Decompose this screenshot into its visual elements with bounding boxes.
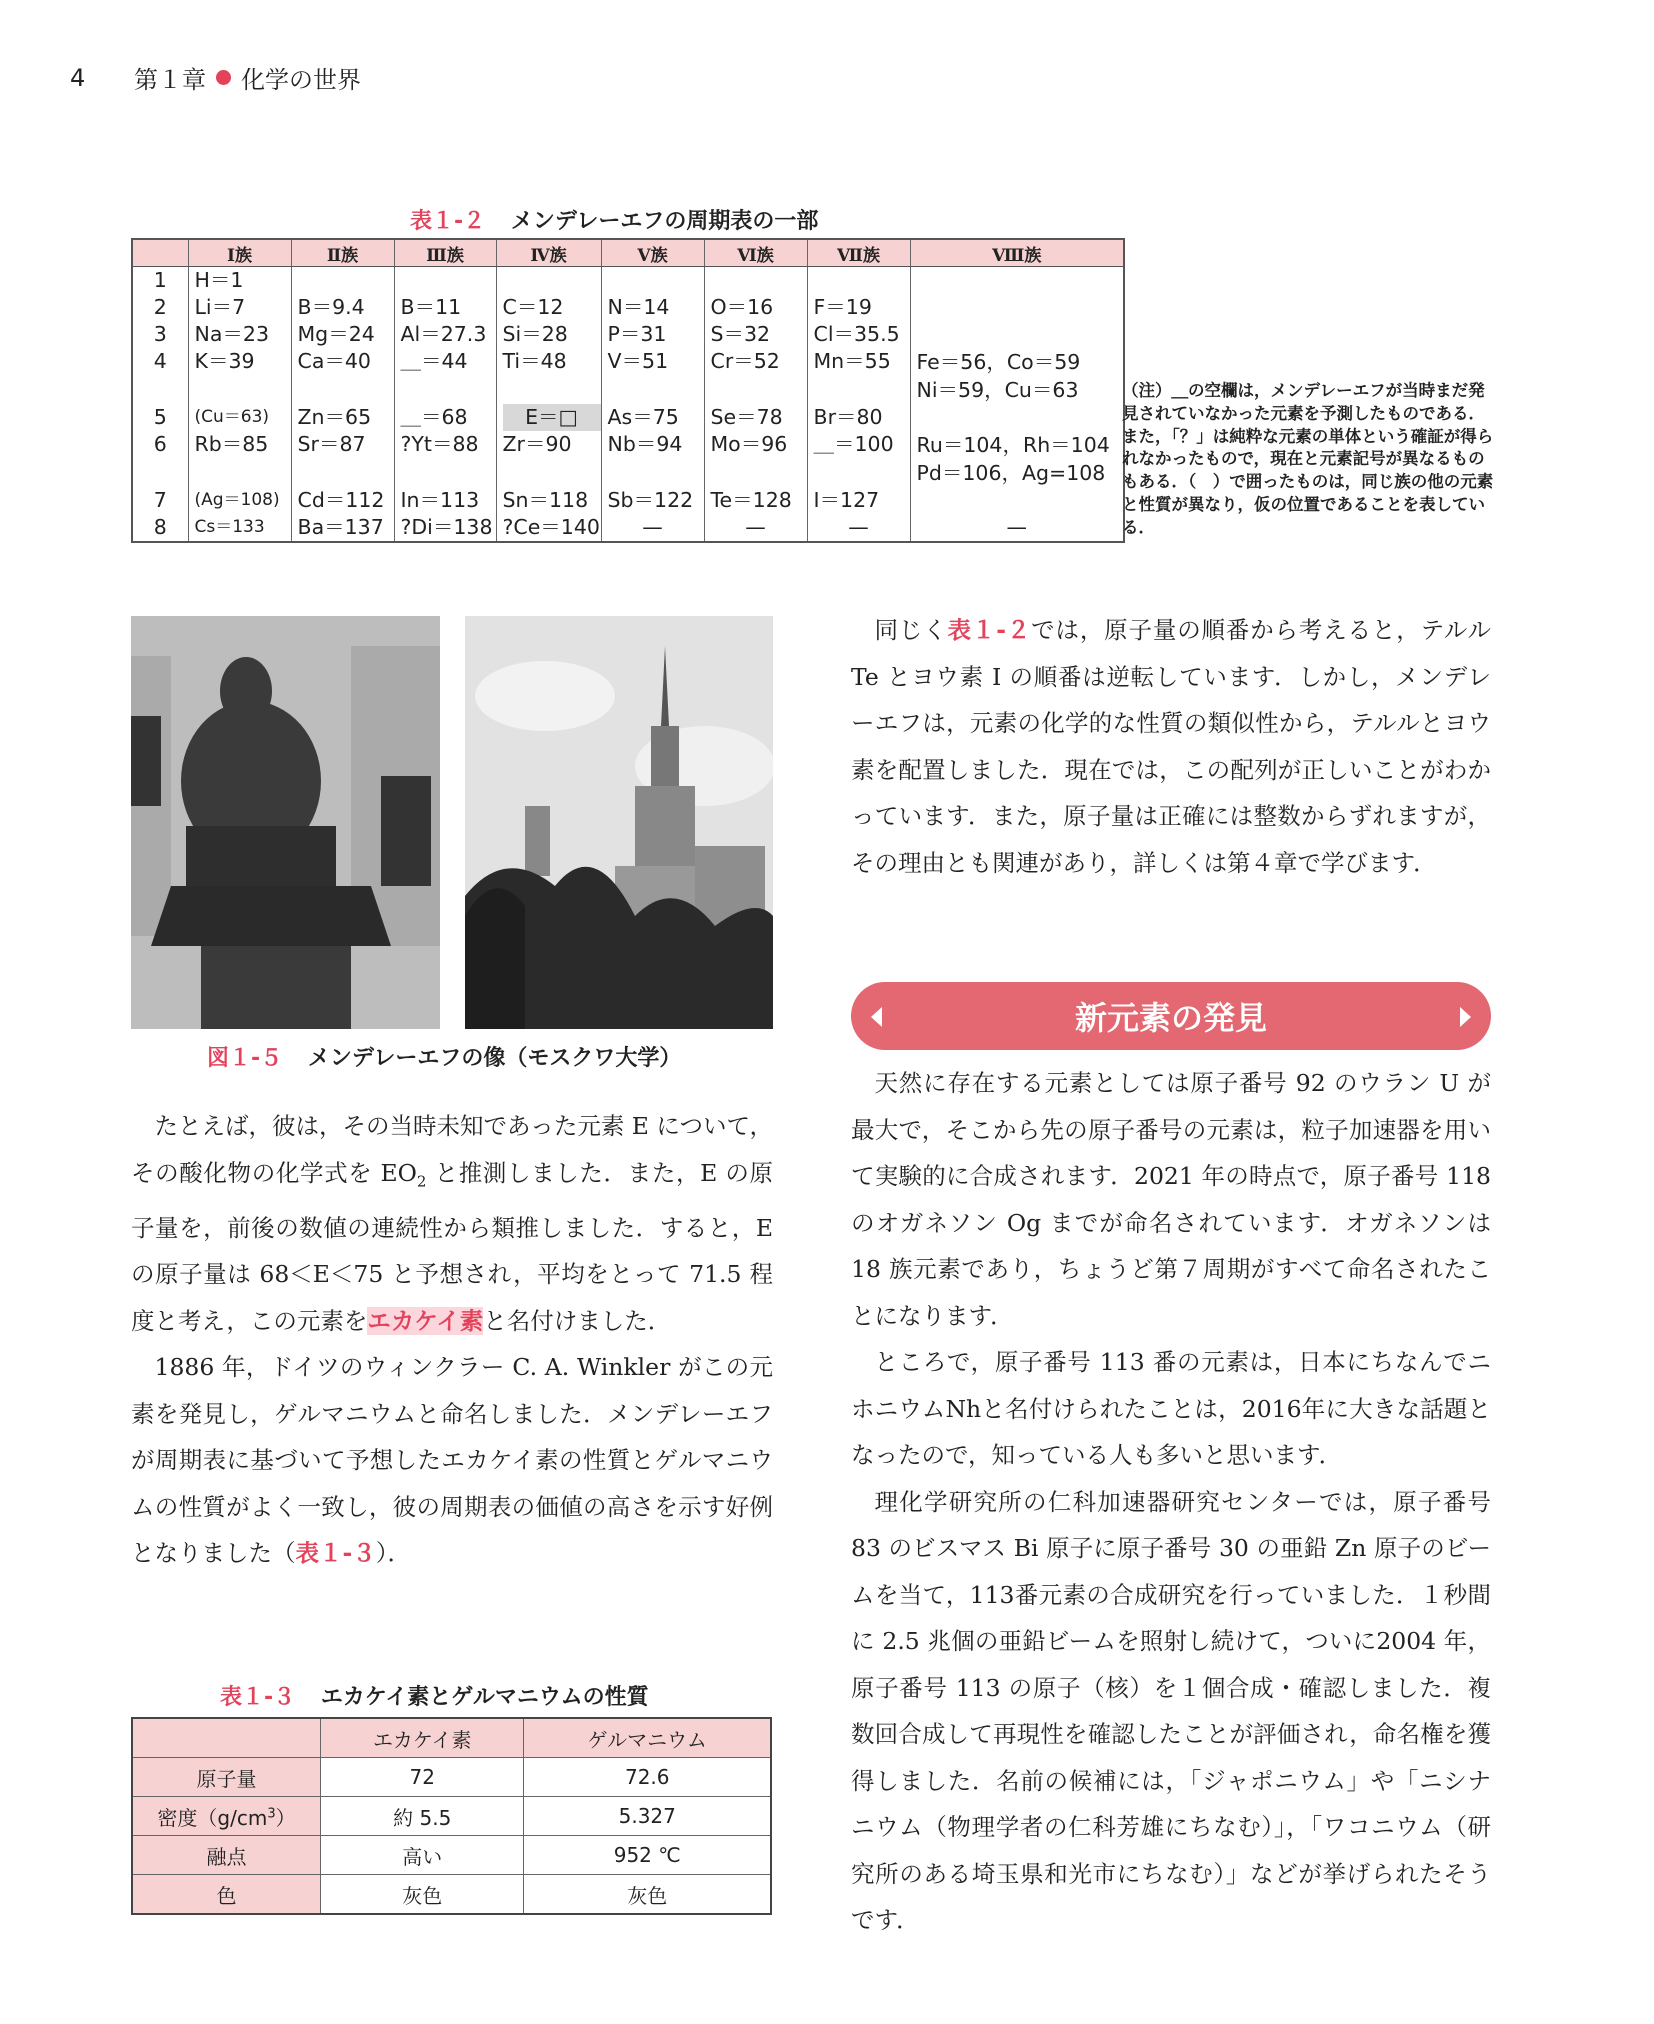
table-row bbox=[132, 404, 1124, 431]
table-row bbox=[132, 348, 1124, 404]
element-cell: Al＝27.3 bbox=[394, 321, 496, 348]
period-number: 8 bbox=[132, 514, 188, 542]
period-number: 2 bbox=[132, 294, 188, 321]
element-cell bbox=[910, 267, 1124, 295]
table13-ref: 表１-３ bbox=[295, 1539, 376, 1568]
period-number: 6 bbox=[132, 431, 188, 487]
bullet-dot-icon bbox=[216, 70, 231, 85]
group-header: Ⅵ族 bbox=[704, 239, 807, 267]
element-cell: ?Ce＝140 bbox=[496, 514, 601, 542]
element-cell: C＝12 bbox=[496, 294, 601, 321]
element-cell: Cd＝112 bbox=[291, 487, 394, 514]
column-header: エカケイ素 bbox=[321, 1718, 524, 1758]
table-row bbox=[132, 487, 1124, 514]
element-cell: Zr＝90 bbox=[496, 431, 601, 487]
element-cell bbox=[910, 487, 1124, 514]
cell: 灰色 bbox=[524, 1875, 771, 1915]
element-cell: Si＝28 bbox=[496, 321, 601, 348]
table12-header-row bbox=[132, 239, 1124, 267]
element-cell: (Ag＝108) bbox=[188, 487, 291, 514]
ekasilicon-term: エカケイ素 bbox=[367, 1306, 484, 1335]
row-header: 色 bbox=[132, 1875, 321, 1915]
element-cell: Rb＝85 bbox=[188, 431, 291, 487]
group-header: Ⅱ族 bbox=[291, 239, 394, 267]
table12-note: （注）＿の空欄は，メンデレーエフが当時まだ発見されていなかった元素を予測したものである．また，「？」は純粋な元素の単体という確証が得られなかったもので，現在と元素記号が異なるものもある．（ ）で囲ったものは，同じ族の他の元素と性質が異なり，仮の位置であることを表している． bbox=[1122, 381, 1494, 537]
table12-label: 表１-２ bbox=[410, 209, 486, 234]
element-cell: Sn＝118 bbox=[496, 487, 601, 514]
group-header: Ⅶ族 bbox=[807, 239, 910, 267]
element-cell: Zn＝65 bbox=[291, 404, 394, 431]
table13-header-row bbox=[132, 1718, 771, 1758]
element-cell bbox=[291, 267, 394, 295]
group-header: Ⅲ族 bbox=[394, 239, 496, 267]
page-header bbox=[70, 60, 361, 95]
chapter-title: 化学の世界 bbox=[241, 66, 361, 94]
table13-label: 表１-３ bbox=[220, 1685, 296, 1710]
cell: 約 5.5 bbox=[321, 1797, 524, 1836]
figure15-title: メンデレーエフの像（モスクワ大学） bbox=[307, 1046, 682, 1071]
element-cell: Nb＝94 bbox=[601, 431, 704, 487]
element-cell bbox=[496, 267, 601, 295]
element-cell bbox=[910, 404, 1124, 431]
element-cell: Sr＝87 bbox=[291, 431, 394, 487]
element-cell: B＝11 bbox=[394, 294, 496, 321]
element-cell bbox=[394, 267, 496, 295]
predicted-element-e: E＝□ bbox=[503, 404, 601, 431]
row-header: 原子量 bbox=[132, 1758, 321, 1797]
element-cell: Cl＝35.5 bbox=[807, 321, 910, 348]
element-cell: ＿＝44 bbox=[394, 348, 496, 404]
cell: 灰色 bbox=[321, 1875, 524, 1915]
statue-photo bbox=[131, 616, 440, 1029]
table-row bbox=[132, 294, 1124, 321]
paragraph: 同じく表１-２では，原子量の順番から考えると，テルル Te とヨウ素 I の順番は逆転しています．しかし，メンデレーエフは，元素の化学的な性質の類似性から，テルルとヨウ素を配置しました．現在では，この配列が正しいことがわかっています．また，原子量は正確には整数からずれますが，その理由とも関連があり，詳しくは第４章で学びます． bbox=[851, 616, 1492, 877]
element-cell: Sb＝122 bbox=[601, 487, 704, 514]
element-cell: — bbox=[601, 514, 704, 542]
cell: 72 bbox=[321, 1758, 524, 1797]
corner-cell bbox=[132, 1718, 321, 1758]
element-cell: Li＝7 bbox=[188, 294, 291, 321]
element-cell bbox=[601, 267, 704, 295]
period-number: 4 bbox=[132, 348, 188, 404]
column-header: ゲルマニウム bbox=[524, 1718, 771, 1758]
figure15-label: 図１-５ bbox=[207, 1046, 283, 1071]
table-row bbox=[132, 1797, 771, 1836]
period-number: 7 bbox=[132, 487, 188, 514]
figure15-caption bbox=[207, 1041, 681, 1072]
table12-ref: 表１-２ bbox=[947, 616, 1032, 644]
element-cell: H＝1 bbox=[188, 267, 291, 295]
row-header: 密度$(g/cm^3)$ bbox=[132, 1797, 321, 1836]
element-cell bbox=[496, 404, 601, 431]
group-header: Ⅰ族 bbox=[188, 239, 291, 267]
element-cell: Na＝23 bbox=[188, 321, 291, 348]
element-cell: Te＝128 bbox=[704, 487, 807, 514]
chapter-number: 第１章 bbox=[134, 66, 206, 94]
section-title: 新元素の発見 bbox=[1074, 999, 1267, 1037]
element-cell: P＝31 bbox=[601, 321, 704, 348]
page-number: 4 bbox=[70, 63, 86, 92]
element-cell: I＝127 bbox=[807, 487, 910, 514]
element-cell bbox=[704, 267, 807, 295]
element-cell: — bbox=[807, 514, 910, 542]
period-number: 3 bbox=[132, 321, 188, 348]
right-body-text-top bbox=[851, 607, 1491, 886]
element-cell: Mg＝24 bbox=[291, 321, 394, 348]
table-row bbox=[132, 1758, 771, 1797]
element-cell: K＝39 bbox=[188, 348, 291, 404]
element-cell: S＝32 bbox=[704, 321, 807, 348]
element-cell: Cs＝133 bbox=[188, 514, 291, 542]
element-cell bbox=[807, 267, 910, 295]
element-cell: — bbox=[910, 514, 1124, 542]
element-cell: N＝14 bbox=[601, 294, 704, 321]
corner-cell bbox=[132, 239, 188, 267]
element-cell bbox=[910, 294, 1124, 321]
element-cell: In＝113 bbox=[394, 487, 496, 514]
element-cell: Mn＝55 bbox=[807, 348, 910, 404]
cell: 高い bbox=[321, 1836, 524, 1875]
table13-title: エカケイ素とゲルマニウムの性質 bbox=[320, 1685, 649, 1710]
element-cell: B＝9.4 bbox=[291, 294, 394, 321]
element-cell: O＝16 bbox=[704, 294, 807, 321]
periodic-table bbox=[131, 238, 1125, 543]
element-cell: F＝19 bbox=[807, 294, 910, 321]
element-cell: ?Yt＝88 bbox=[394, 431, 496, 487]
table-row bbox=[132, 514, 1124, 542]
paragraph: 理化学研究所の仁科加速器研究センターでは，原子番号 83 のビスマス Bi 原子に原子番号 30 の亜鉛 Zn 原子のビームを当て，113番元素の合成研究を行っていました．１秒間に 2.5 兆個の亜鉛ビームを照射し続けて，ついに2004 年，原子番号 113 の原子（核）を１個合成・確認しました．複数回合成して再現性を確認したことが評価され，命名権を獲得しました．名前の候補には，「ジャポニウム」や「ニシナニウム（物理学者の仁科芳雄にちなむ）」，「ワコニウム（研究所のある埼玉県和光市にちなむ）」などが挙げられたそうです． bbox=[851, 1487, 1491, 1934]
element-cell: Ba＝137 bbox=[291, 514, 394, 542]
element-cell: Br＝80 bbox=[807, 404, 910, 431]
element-cell: V＝51 bbox=[601, 348, 704, 404]
element-cell: (Cu＝63) bbox=[188, 404, 291, 431]
period-number: 1 bbox=[132, 267, 188, 295]
paragraph: 天然に存在する元素としては原子番号 92 のウラン U が最大で，そこから先の原子番号の元素は，粒子加速器を用いて実験的に合成されます．2021 年の時点で，原子番号 118 のオガネソン Og までが命名されています．オガネソンは 18 族元素であり，ちょうど第７周期がすべて命名されたことになります． bbox=[851, 1069, 1491, 1330]
right-body-text-bottom bbox=[851, 1060, 1491, 1944]
table-row bbox=[132, 267, 1124, 295]
group-header: Ⅳ族 bbox=[496, 239, 601, 267]
group-header: Ⅴ族 bbox=[601, 239, 704, 267]
element-cell: Mo＝96 bbox=[704, 431, 807, 487]
university-photo bbox=[465, 616, 773, 1029]
table12-title: メンデレーエフの周期表の一部 bbox=[510, 209, 819, 234]
paragraph: たとえば，彼は，その当時未知であった元素 E について，その酸化物の化学式を $EO_2$ と推測しました．また，E の原子量を，前後の数値の連続性から類推しました．すると，E の原子量は 68＜E＜75 と予想され，平均をとって 71.5 程度と考え，この元素をエカケイ素と名付けました． bbox=[131, 1112, 773, 1335]
left-body-text bbox=[131, 1103, 773, 1577]
element-cell: Ca＝40 bbox=[291, 348, 394, 404]
table13-caption bbox=[220, 1680, 649, 1711]
section-banner bbox=[851, 982, 1491, 1050]
element-cell: Cr＝52 bbox=[704, 348, 807, 404]
element-cell: Se＝78 bbox=[704, 404, 807, 431]
element-cell: Fe＝56，Co＝59 Ni＝59，Cu＝63 bbox=[910, 348, 1124, 404]
table-row bbox=[132, 321, 1124, 348]
table-row bbox=[132, 1836, 771, 1875]
properties-table bbox=[131, 1717, 772, 1915]
banner-right-arrow-icon bbox=[1460, 1007, 1471, 1027]
cell: 72.6 bbox=[524, 1758, 771, 1797]
cell: 952 ℃ bbox=[524, 1836, 771, 1875]
element-cell: ＿＝100 bbox=[807, 431, 910, 487]
element-cell: As＝75 bbox=[601, 404, 704, 431]
element-cell: Ti＝48 bbox=[496, 348, 601, 404]
element-cell: Ru＝104，Rh＝104 Pd＝106，Ag=108 bbox=[910, 431, 1124, 487]
group-header: Ⅷ族 bbox=[910, 239, 1124, 267]
banner-left-arrow-icon bbox=[871, 1007, 882, 1027]
element-cell bbox=[910, 321, 1124, 348]
element-cell: ＿＝68 bbox=[394, 404, 496, 431]
table-row bbox=[132, 431, 1124, 487]
table-row bbox=[132, 1875, 771, 1915]
paragraph: 1886 年，ドイツのウィンクラー C. A. Winkler がこの元素を発見し，ゲルマニウムと命名しました．メンデレーエフが周期表に基づいて予想したエカケイ素の性質とゲルマニウムの性質がよく一致し，彼の周期表の価値の高さを示す好例となりました（表１-３）． bbox=[131, 1353, 773, 1568]
paragraph: ところで，原子番号 113 番の元素は，日本にちなんでニホニウムNhと名付けられたことは，2016年に大きな話題となったので，知っている人も多いと思います． bbox=[851, 1348, 1491, 1469]
element-cell: — bbox=[704, 514, 807, 542]
element-cell: ?Di＝138 bbox=[394, 514, 496, 542]
row-header: 融点 bbox=[132, 1836, 321, 1875]
table12-caption bbox=[410, 204, 818, 235]
cell: 5.327 bbox=[524, 1797, 771, 1836]
period-number: 5 bbox=[132, 404, 188, 431]
